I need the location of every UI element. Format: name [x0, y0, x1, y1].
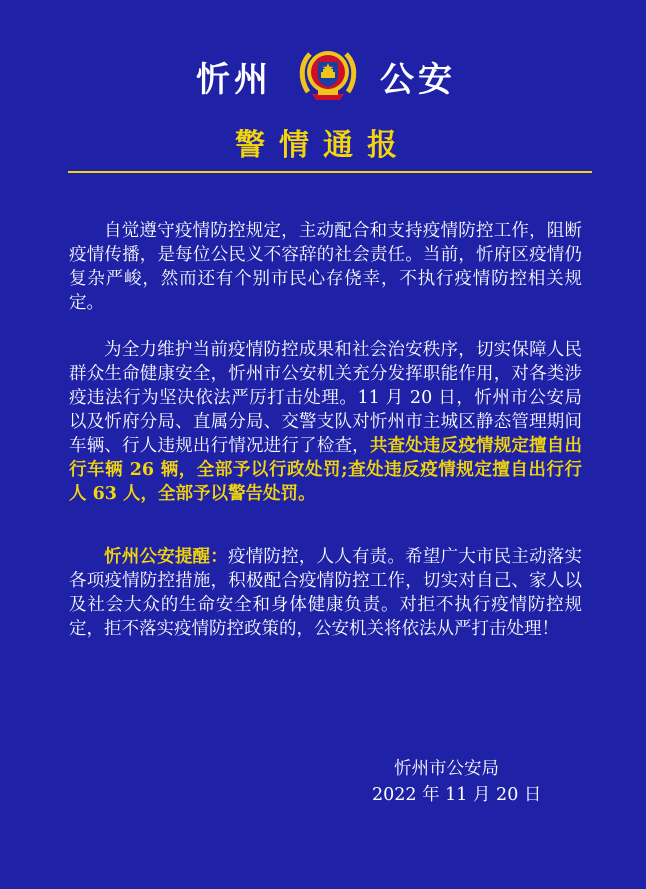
paragraph-2-highlight: 共查处违反疫情规定擅自出行车辆 26 辆，全部予以行政处罚;查处违反疫情规定擅自出行行人 63 人，全部予以警告处罚。	[69, 436, 583, 504]
paragraph-1	[69, 219, 582, 315]
reminder-label: 忻州公安提醒：	[104, 547, 228, 567]
paragraph-3	[69, 545, 582, 641]
title-divider	[68, 171, 592, 173]
signature-org: 忻州市公安局	[394, 759, 499, 779]
brand-right: 公安	[380, 60, 456, 100]
police-emblem-icon	[296, 42, 360, 106]
signature-date: 2022 年 11 月 20 日	[372, 785, 542, 805]
header	[0, 42, 646, 112]
document-title: 警情通报	[235, 128, 411, 163]
paragraph-2	[69, 338, 582, 506]
paragraph-1-text: 自觉遵守疫情防控规定，主动配合和支持疫情防控工作，阻断疫情传播，是每位公民义不容辞的社会责任。当前，忻府区疫情仍复杂严峻，然而还有个别市民心存侥幸，不执行疫情防控相关规定。	[69, 221, 582, 313]
brand-left: 忻州	[196, 60, 272, 100]
paragraph-3-text: 疫情防控，人人有责。希望广大市民主动落实各项疫情防控措施，积极配合疫情防控工作，切实对自己、家人以及社会大众的生命安全和身体健康负责。对拒不执行疫情防控规定，拒不落实疫情防控政策的，公安机关将依法从严打击处理！	[69, 547, 583, 639]
paragraph-2-text: 为全力维护当前疫情防控成果和社会治安秩序，切实保障人民群众生命健康安全，忻州市公安机关充分发挥职能作用，对各类涉疫违法行为坚决依法严厉打击处理。11 月 20 日，忻州市公安局以及忻府分局、直属分局、交警支队对忻州市主城区静态管理期间车辆、行人违规出行情况进行了检查，	[69, 340, 582, 456]
